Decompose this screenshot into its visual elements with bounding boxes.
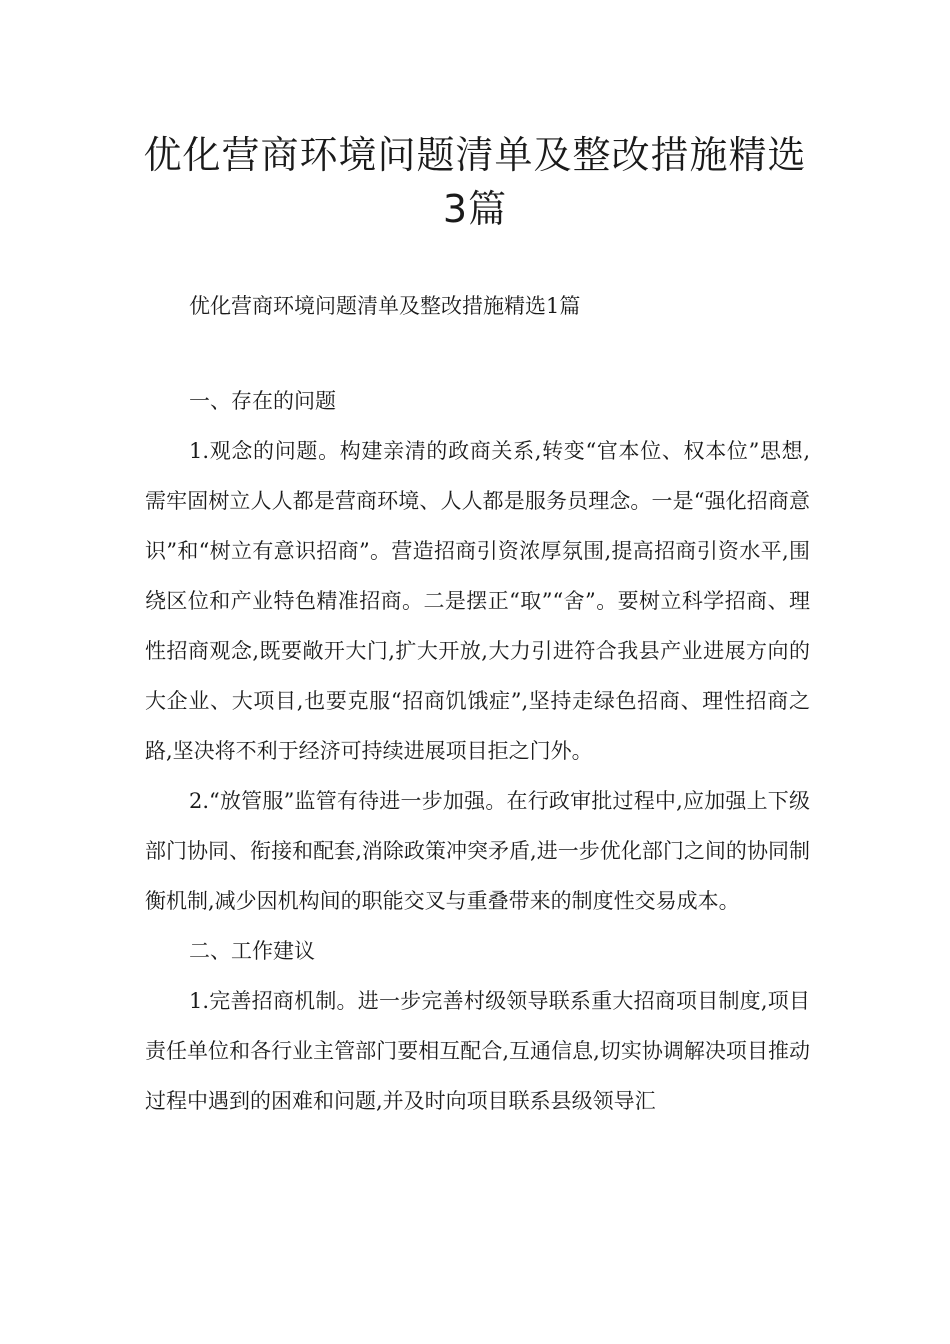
paragraph-supervision: 2.“放管服”监管有待进一步加强。在行政审批过程中,应加强上下级部门协同、衔接和配套,消除政策冲突矛盾,进一步优化部门之间的协同制衡机制,减少因机构间的职能交叉与重叠带来的制度性交易成本。 (145, 789, 810, 913)
paragraph-concept-problem: 1.观念的问题。构建亲清的政商关系,转变“官本位、权本位”思想,需牢固树立人人都是营商环境、人人都是服务员理念。一是“强化招商意识”和“树立有意识招商”。营造招商引资浓厚氛围,提高招商引资水平,围绕区位和产业特色精准招商。二是摆正“取”“舍”。要树立科学招商、理性招商观念,既要敞开大门,扩大开放,大力引进符合我县产业进展方向的大企业、大项目,也要克服“招商饥饿症”,坚持走绿色招商、理性招商之路,坚决将不利于经济可持续进展项目拒之门外。 (145, 439, 810, 763)
heading-existing-problems: 一、存在的问题 (189, 389, 336, 413)
section-subtitle: 优化营商环境问题清单及整改措施精选1篇 (189, 294, 581, 318)
title-line-1: 优化营商环境问题清单及整改措施精选 (143, 133, 807, 177)
document-body (145, 376, 810, 1126)
document-title (120, 128, 830, 236)
heading-work-suggestions: 二、工作建议 (189, 939, 315, 963)
title-line-2: 3篇 (442, 187, 508, 231)
paragraph-investment-mechanism: 1.完善招商机制。进一步完善村级领导联系重大招商项目制度,项目责任单位和各行业主管部门要相互配合,互通信息,切实协调解决项目推动过程中遇到的困难和问题,并及时向项目联系县级领导汇 (145, 989, 810, 1113)
